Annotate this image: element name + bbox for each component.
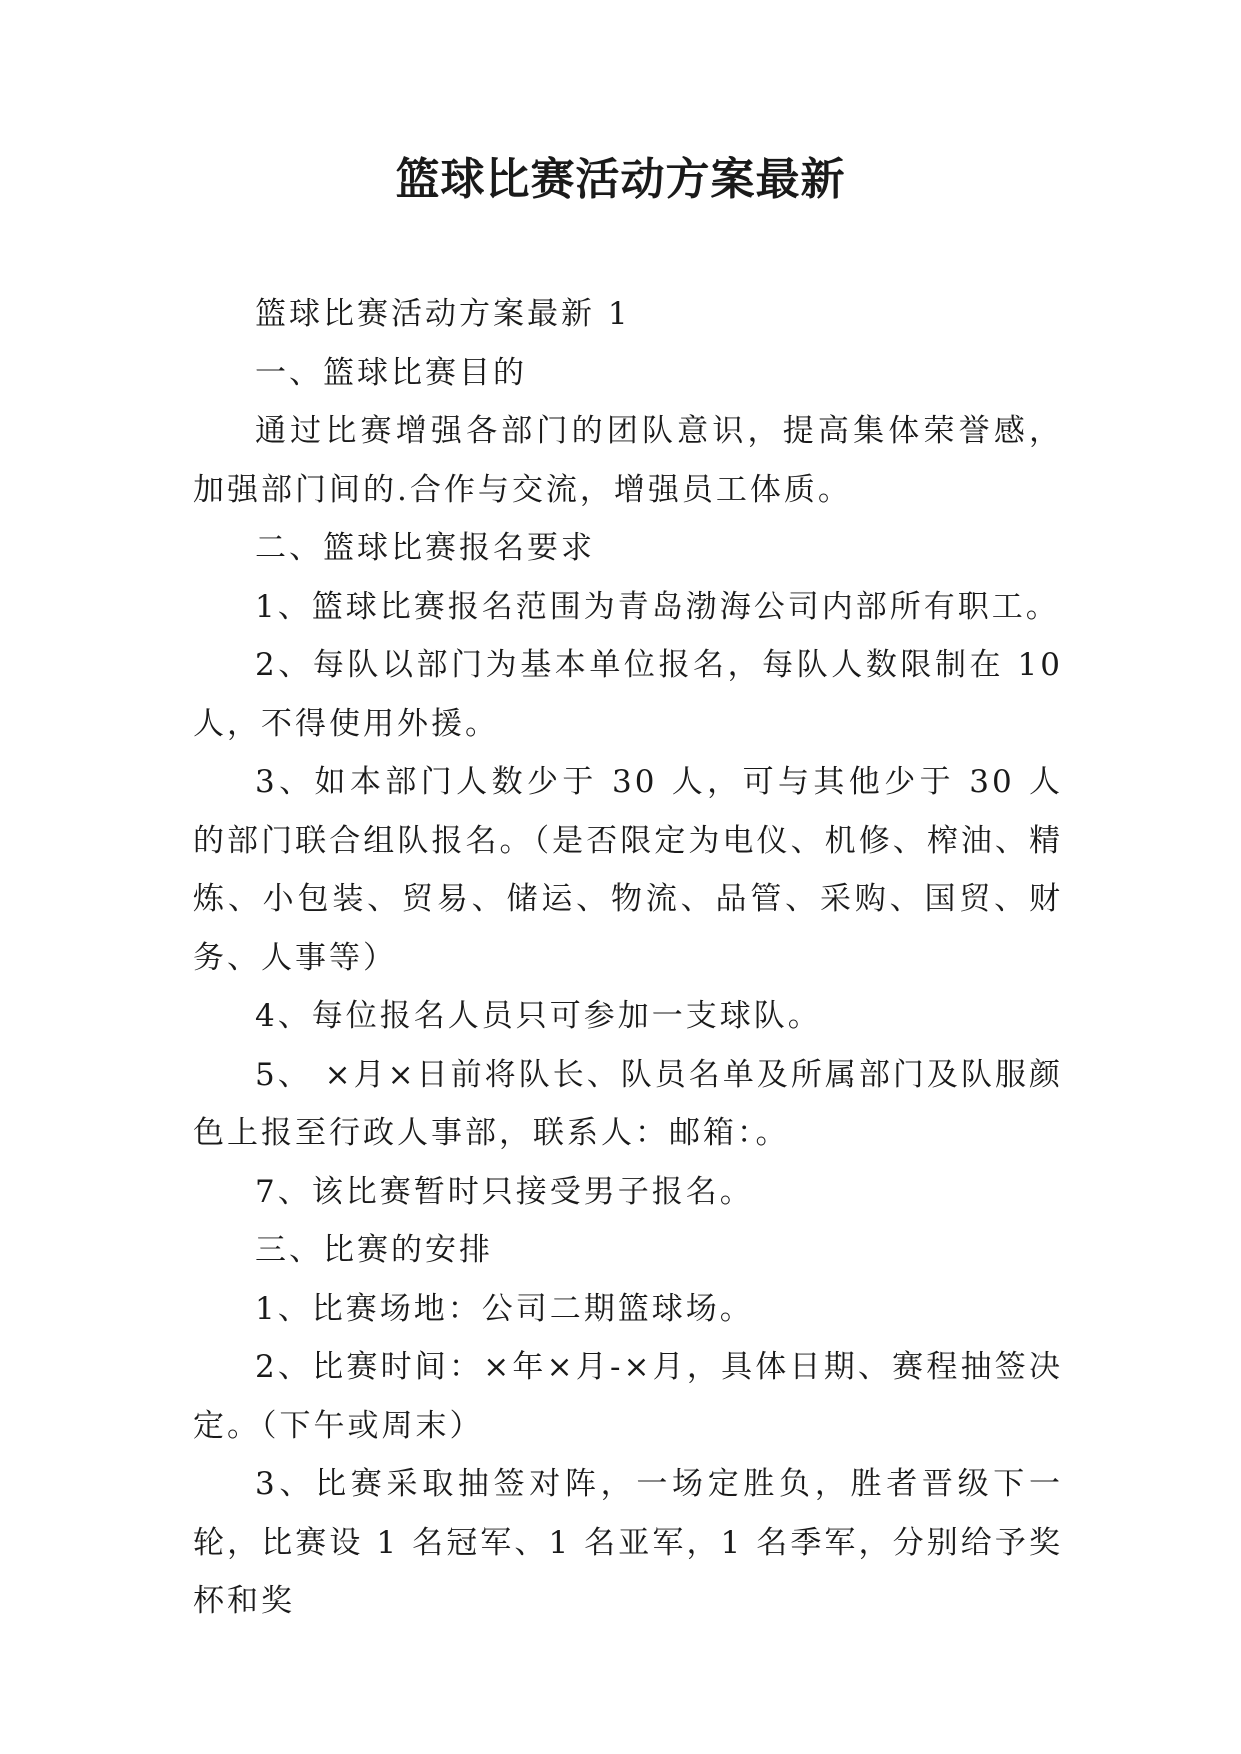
paragraph-registration-5: 5、 ×月×日前将队长、队员名单及所属部门及队服颜色上报至行政人事部，联系人：邮箱：。 [193, 1056, 1063, 1151]
section-heading-arrangement: 三、比赛的安排 [255, 1232, 493, 1268]
paragraph-heading-1: 篮球比赛活动方案最新 1 [255, 296, 631, 332]
document-body [193, 285, 1063, 1631]
paragraph-registration-7: 7、该比赛暂时只接受男子报名。 [255, 1173, 754, 1210]
paragraph-registration-4: 4、每位报名人员只可参加一支球队。 [255, 998, 822, 1034]
section-heading-purpose: 一、篮球比赛目的 [255, 354, 527, 391]
paragraph-arrangement-3: 3、比赛采取抽签对阵，一场定胜负，胜者晋级下一轮，比赛设 1 名冠军、1 名亚军，1 名季军，分别给予奖杯和奖 [193, 1466, 1063, 1619]
paragraph-registration-1: 1、篮球比赛报名范围为青岛渤海公司内部所有职工。 [255, 588, 1060, 625]
document-title: 篮球比赛活动方案最新 [395, 154, 846, 205]
paragraph-purpose: 通过比赛增强各部门的团队意识，提高集体荣誉感，加强部门间的.合作与交流，增强员工体质。 [193, 413, 1063, 508]
paragraph-registration-3: 3、如本部门人数少于 30 人，可与其他少于 30 人的部门联合组队报名。（是否限定为电仪、机修、榨油、精炼、小包装、贸易、储运、物流、品管、采购、国贸、财务、人事等） [193, 764, 1063, 976]
paragraph-registration-2: 2、每队以部门为基本单位报名，每队人数限制在 10 人，不得使用外援。 [193, 647, 1063, 742]
paragraph-arrangement-2: 2、比赛时间：×年×月-×月，具体日期、赛程抽签决定。（下午或周末） [193, 1349, 1063, 1444]
paragraph-arrangement-1: 1、比赛场地：公司二期篮球场。 [255, 1290, 754, 1327]
section-heading-registration: 二、篮球比赛报名要求 [255, 530, 595, 566]
